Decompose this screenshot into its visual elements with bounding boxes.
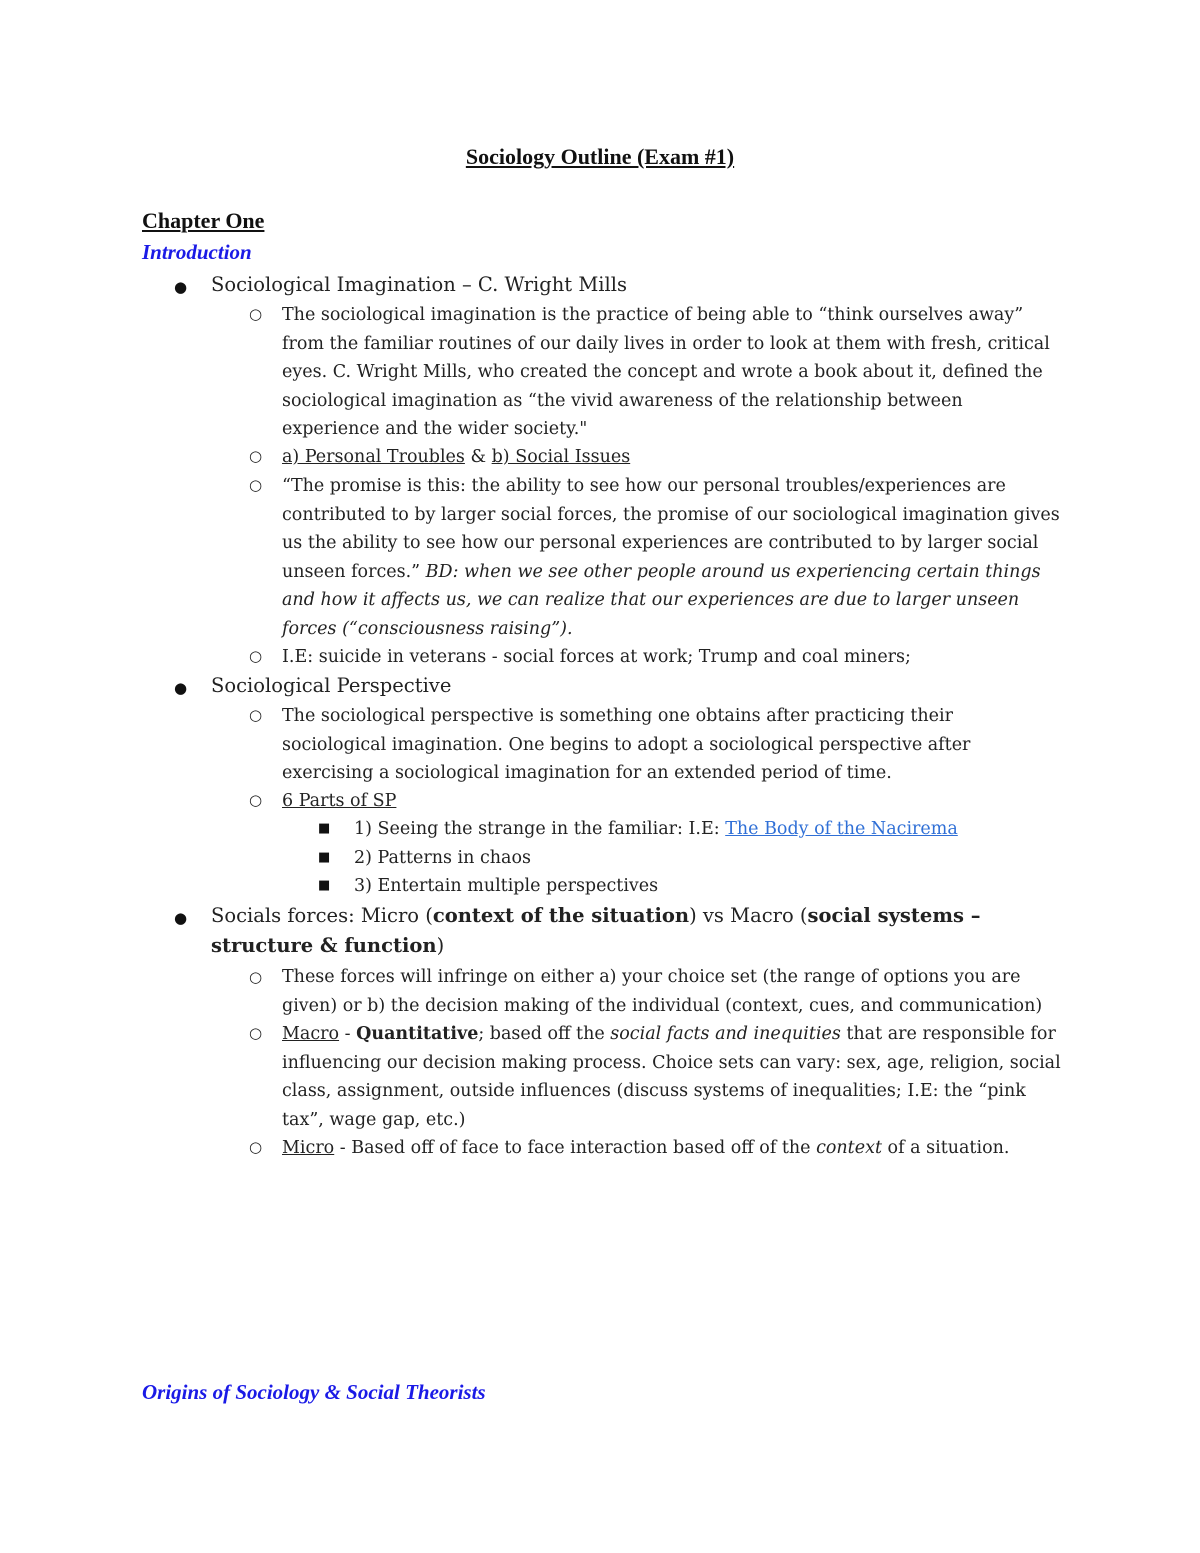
bullet-square-icon: ■	[318, 878, 331, 893]
macro-text: that are responsible for influencing our decision making process. Choice sets can vary: sex, age, religion, social class, assignment, outside influences (discuss systems of inequalities; I.E: the “pink tax”, wage gap, etc.)	[282, 1024, 1061, 1130]
bullet-hollow-icon: ○	[249, 968, 263, 986]
nacirema-link[interactable]: The Body of the Nacirema	[725, 819, 958, 839]
list-item-promise	[282, 472, 1062, 643]
bullet-hollow-icon: ○	[249, 305, 263, 323]
section-heading-origins: Origins of Sociology & Social Theorists	[142, 1380, 486, 1404]
bullet-hollow-icon: ○	[249, 647, 263, 665]
macro-dash: -	[339, 1024, 357, 1044]
bullet-hollow-icon: ○	[249, 1138, 263, 1156]
ampersand-text: &	[464, 447, 492, 467]
part-1-text: 1) Seeing the strange in the familiar: I.E:	[354, 819, 726, 839]
list-item-imagination-example: I.E: suicide in veterans - social forces at work; Trump and coal miners;	[282, 647, 911, 667]
micro-label: Micro	[282, 1138, 335, 1158]
bullet-hollow-icon: ○	[249, 447, 263, 465]
forces-macro-bold: social systems – structure & function	[211, 904, 981, 957]
forces-heading-part: )	[436, 934, 445, 957]
list-item-imagination-heading: Sociological Imagination – C. Wright Mills	[211, 273, 628, 296]
list-item-part-3: 3) Entertain multiple perspectives	[354, 876, 659, 896]
social-issues-label: b) Social Issues	[491, 447, 631, 467]
forces-micro-bold: context of the situation	[432, 904, 690, 927]
macro-social-facts: social facts and inequities	[610, 1024, 841, 1044]
macro-quantitative: Quantitative	[356, 1024, 479, 1044]
list-item-part-2: 2) Patterns in chaos	[354, 848, 531, 868]
macro-text: ; based off the	[478, 1024, 611, 1044]
bullet-hollow-icon: ○	[249, 706, 263, 724]
micro-text: - Based off of face to face interaction based off of the	[334, 1138, 817, 1158]
bullet-square-icon: ■	[318, 821, 331, 836]
list-item-troubles-issues	[282, 443, 1062, 472]
section-heading-introduction: Introduction	[142, 240, 252, 264]
promise-quote: “The promise is this: the ability to see how our personal troubles/experiences are contributed to by larger social forces, the promise of our sociological imagination gives us the ability to see how our personal experiences are contributed to by larger social unseen forces.”	[282, 476, 1060, 582]
bullet-filled-icon: ●	[174, 909, 188, 927]
chapter-heading: Chapter One	[142, 208, 265, 233]
document-title: Sociology Outline (Exam #1)	[465, 144, 735, 169]
list-item-macro	[282, 1020, 1062, 1134]
list-item-micro	[282, 1134, 1062, 1163]
bullet-hollow-icon: ○	[249, 1024, 263, 1042]
bullet-hollow-icon: ○	[249, 476, 263, 494]
bullet-filled-icon: ●	[174, 278, 188, 296]
forces-heading-part: ) vs Macro (	[689, 904, 808, 927]
bullet-filled-icon: ●	[174, 679, 188, 697]
list-item-part-1	[354, 815, 1054, 844]
forces-heading-part: Socials forces: Micro (	[211, 904, 433, 927]
list-item-imagination-definition: The sociological imagination is the practice of being able to “think ourselves away” from the familiar routines of our daily lives in order to look at them with fresh, critical eyes. C. Wright Mills, who created the concept and wrote a book about it, defined the sociological imagination as “the vivid awareness of the relationship between experience and the wider society."	[282, 305, 1050, 439]
micro-text: of a situation.	[881, 1138, 1010, 1158]
bullet-square-icon: ■	[318, 850, 331, 865]
promise-note: BD: when we see other people around us experiencing certain things and how it affects us, we can realize that our experiences are due to larger unseen forces (“consciousness raising”).	[282, 561, 1041, 639]
bullet-hollow-icon: ○	[249, 791, 263, 809]
micro-context: context	[816, 1138, 882, 1158]
personal-troubles-label: a) Personal Troubles	[282, 447, 465, 467]
six-parts-label: 6 Parts of SP	[282, 791, 397, 811]
list-item-perspective-heading: Sociological Perspective	[211, 674, 452, 697]
list-item-forces-heading	[211, 901, 1071, 961]
list-item-six-parts	[282, 787, 1062, 816]
list-item-perspective-definition: The sociological perspective is something one obtains after practicing their sociological imagination. One begins to adopt a sociological perspective after exercising a sociological imagination for an extended period of time.	[282, 706, 971, 783]
macro-label: Macro	[282, 1024, 340, 1044]
list-item-choice-set: These forces will infringe on either a) your choice set (the range of options you are given) or b) the decision making of the individual (context, cues, and communication)	[282, 967, 1043, 1016]
